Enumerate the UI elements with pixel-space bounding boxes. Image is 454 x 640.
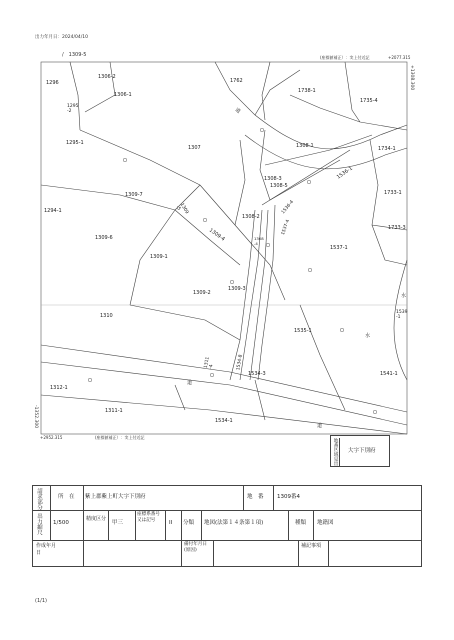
parcel-1735-4: 1735-4 [360, 98, 378, 104]
parcel-1309-6: 1309-6 [95, 235, 113, 241]
parcel-1539-1: 1539 -1 [396, 310, 408, 320]
parcel-1536-4: 1536-4 [280, 199, 296, 216]
road-label: 道 [317, 423, 323, 429]
parcel-1306-2: 1306-2 [98, 74, 116, 80]
parcel-1306-1: 1306-1 [114, 92, 132, 98]
header-lot-number: 地 番 [247, 494, 264, 500]
parcel-1762: 1762 [230, 78, 243, 84]
header-precision: 精度区分 [86, 516, 107, 522]
header-request: 請求部分 [36, 488, 42, 510]
parcel-1534-8: 1534-8 [236, 354, 244, 371]
parcel-1733-3: 1733-3 [388, 225, 406, 231]
parcel-1733-1: 1733-1 [384, 190, 402, 196]
parcel-1307: 1307 [188, 145, 201, 151]
road-label: 道 [187, 380, 193, 386]
parcel-1309-1: 1309-1 [150, 254, 168, 260]
parcel-1309-4: 1309-4 [207, 227, 226, 243]
lot-number-value: 1309番4 [277, 494, 300, 500]
coord-top-right: +2077.315 [388, 55, 411, 60]
parcel-1312-1: 1312-1 [50, 385, 68, 391]
scale-value: 1/500 [53, 520, 69, 526]
header-installed-date: 備付年月日(原因) [184, 542, 207, 553]
parcel-1309-5: 1309 -5 [174, 202, 189, 215]
header-created-date: 作成年月日 [36, 543, 57, 556]
coord-bottom-left: +2952.315 [40, 435, 63, 440]
parcel-1310: 1310 [100, 313, 113, 319]
classification-value: 地図(法第１４条第１項) [204, 520, 264, 526]
print-date: 出力年月日：2024/04/10 [35, 35, 88, 40]
parcel-1536-1: 1536-1 [335, 165, 354, 181]
parcel-1294-1: 1294-1 [44, 208, 62, 214]
parcel-1541-1: 1541-1 [380, 371, 398, 377]
map-number-top: / 1309-5 [62, 52, 87, 58]
annotation-label: 地番区域見出 [333, 438, 338, 466]
header-coordinate-system: 座標系番号又は記号 [137, 512, 160, 523]
parcel-1311-4: 1311 -4 [203, 356, 215, 370]
parcel-1311-1: 1311-1 [105, 408, 123, 414]
annotation-value: 大字下別府 [348, 448, 376, 454]
header-supplementary-notes: 補記事項 [301, 543, 322, 549]
parcel-1295-2: 1295 -2 [67, 104, 79, 114]
coordinate-system-value: II [169, 520, 173, 526]
parcel-1308-4: 1308 -4 [254, 236, 264, 246]
parcel-1295-1: 1295-1 [66, 140, 84, 146]
parcel-1734-1: 1734-1 [378, 146, 396, 152]
parcel-1296: 1296 [46, 80, 59, 86]
header-type: 種類 [295, 520, 307, 526]
parcel-1308-5: 1308-5 [270, 183, 288, 189]
location-value: 紫上郡紫上町大字下別府 [85, 494, 146, 500]
header-location: 所 在 [58, 494, 75, 500]
type-value: 地籍図 [317, 520, 334, 526]
parcel-1537-4: 1537-4 [280, 219, 292, 236]
parcel-1308-3: 1308-3 [264, 176, 282, 182]
coord-right-top: +1308.300 [409, 65, 414, 91]
parcel-1535-1: 1535-1 [294, 328, 312, 334]
parcel-1738-1: 1738-1 [298, 88, 316, 94]
annotation-box [330, 435, 390, 467]
parcel-1309-3: 1309-3 [228, 286, 246, 292]
water-label: 水 [365, 333, 371, 339]
page-number: (1/1) [35, 598, 47, 604]
parcel-1309-2: 1309-2 [193, 290, 211, 296]
parcel-1308-2: 1308-2 [242, 214, 260, 220]
parcel-1309-7: 1309-7 [125, 192, 143, 198]
precision-value: 甲三 [112, 520, 124, 526]
road-label: 道 [233, 107, 242, 115]
water-label: 水 [401, 293, 407, 299]
info-table [32, 485, 422, 567]
coord-left-bottom: -1352.300 [33, 405, 38, 429]
parcel-1534-3: 1534-3 [248, 371, 266, 377]
header-scale: 出力縮尺 [36, 513, 42, 535]
ref-grid-bottom: (座標値補正）：実上付近記 [95, 435, 145, 440]
ref-grid-top: (座標値補正）：実上付近記 [320, 55, 370, 60]
parcel-1534-1: 1534-1 [215, 418, 233, 424]
parcel-1308-1: 1308-1 [296, 143, 314, 149]
parcel-1537-1: 1537-1 [330, 245, 348, 251]
header-classification: 分類 [183, 520, 195, 526]
